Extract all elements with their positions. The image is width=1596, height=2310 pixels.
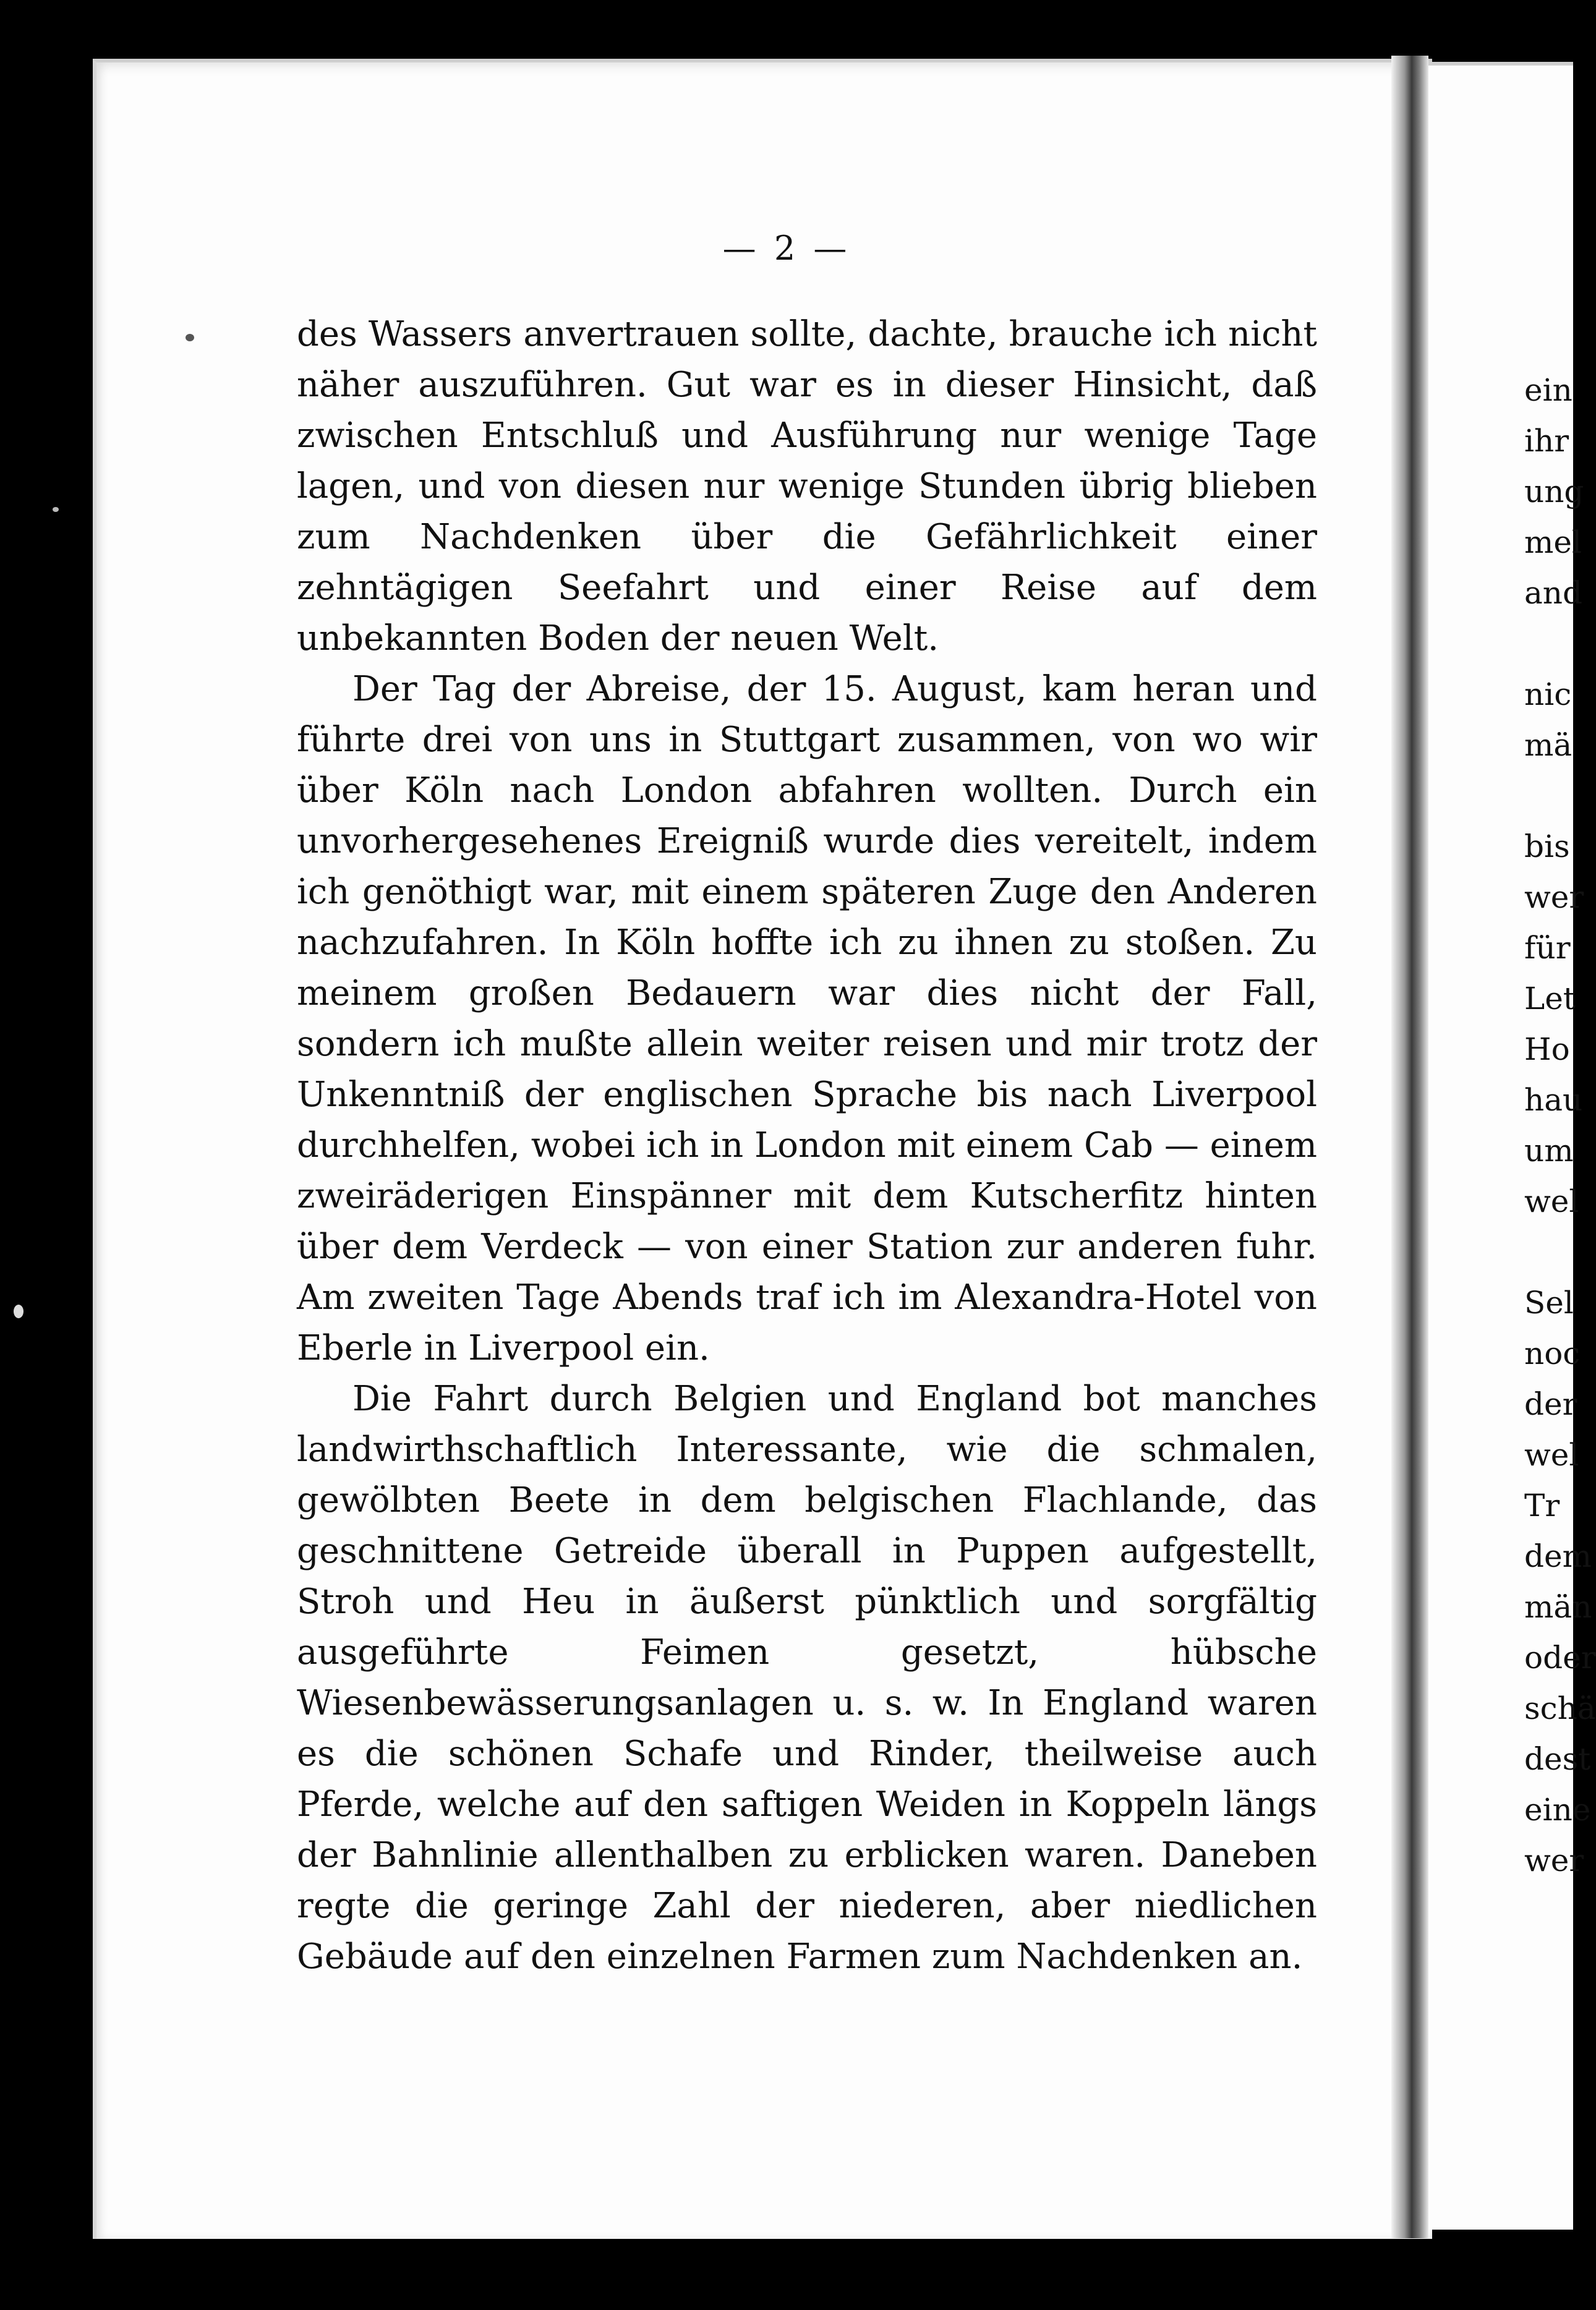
page-number: — 2 —	[722, 229, 851, 268]
scan-speck	[186, 334, 194, 341]
facing-line: wel	[1524, 1437, 1579, 1473]
facing-line: eine	[1524, 1792, 1591, 1828]
facing-line: män	[1524, 1589, 1592, 1625]
facing-page-text	[1524, 365, 1596, 1886]
facing-line: Tr	[1524, 1488, 1560, 1524]
facing-line: für	[1524, 930, 1571, 966]
book-gutter	[1391, 56, 1428, 2238]
facing-line: Sel	[1524, 1285, 1574, 1321]
facing-line: der	[1524, 1386, 1577, 1422]
facing-line: noc	[1524, 1336, 1581, 1371]
scan-speck	[53, 507, 59, 512]
facing-line: wer	[1524, 879, 1584, 915]
facing-line: Let	[1524, 981, 1576, 1016]
scan-speck	[14, 1305, 23, 1318]
facing-line: dest	[1524, 1741, 1591, 1777]
paragraph-1: des Wassers anvertrauen sollte, dachte, brauche ich nicht näher auszuführen. Gut war es in dieser Hinsicht, daß zwischen Entschluß und Ausführung nur wenige Tage lagen, und von diesen nur wenige Stunden übrig blieben zum Nachdenken über die Gefährlichkeit einer zehntägigen Seefahrt und einer Reise auf dem unbekannten Boden der neuen Welt.	[297, 314, 1317, 658]
facing-line: ein	[1524, 372, 1573, 408]
facing-line: schä	[1524, 1690, 1596, 1726]
facing-line: ihr	[1524, 423, 1569, 459]
facing-line: um	[1524, 1133, 1574, 1169]
facing-line	[1524, 618, 1574, 669]
paragraph-3: Die Fahrt durch Belgien und England bot manches landwirthschaftlich Interessante, wie die schmalen, gewölbten Beete in dem belgischen Flachlande, das geschnittene Getreide überall in Puppen aufgestellt, Stroh und Heu in äußerst pünktlich und sorgfältig ausgeführte Feimen gesetzt, hübsche Wiesenbewässerungsanlagen u. s. w. In England waren es die schönen Schafe und Rinder, theilweise auch Pferde, welche auf den saftigen Weiden in Koppeln längs der Bahnlinie allenthalben zu erblicken waren. Daneben regte die geringe Zahl der niederen, aber niedlichen Gebäude auf den einzelnen Farmen zum Nachdenken an.	[297, 1379, 1317, 1977]
facing-line: mä	[1524, 727, 1573, 763]
facing-line: bis	[1524, 829, 1570, 864]
facing-line: Ho	[1524, 1031, 1570, 1067]
facing-line: hau	[1524, 1082, 1583, 1118]
main-text-block	[297, 309, 1317, 1982]
facing-line: wel	[1524, 1183, 1579, 1219]
facing-line: nic	[1524, 676, 1572, 712]
facing-line: mel	[1524, 524, 1582, 560]
facing-line: dem	[1524, 1538, 1592, 1574]
paragraph-2: Der Tag der Abreise, der 15. August, kam heran und führte drei von uns in Stuttgart zusammen, von wo wir über Köln nach London abfahren wollten. Durch ein unvorhergesehenes Ereigniß wurde dies vereitelt, indem ich genöthigt war, mit einem späteren Zuge den Anderen nachzufahren. In Köln hoffte ich zu ihnen zu stoßen. Zu meinem großen Bedauern war dies nicht der Fall, sondern ich mußte allein weiter reisen und mir trotz der Unkenntniß der englischen Sprache bis nach Liverpool durchhelfen, wobei ich in London mit einem Cab — einem zweiräderigen Einspänner mit dem Kutscherfitz hinten über dem Verdeck — von einer Station zur anderen fuhr. Am zweiten Tage Abends traf ich im Alexandra-Hotel von Eberle in Liverpool ein.	[297, 669, 1317, 1368]
facing-line	[1524, 1227, 1574, 1277]
facing-line: ung	[1524, 474, 1584, 509]
facing-line: and	[1524, 575, 1583, 611]
facing-line: wer	[1524, 1843, 1584, 1878]
facing-line: oder	[1524, 1640, 1596, 1676]
facing-line	[1524, 770, 1574, 821]
